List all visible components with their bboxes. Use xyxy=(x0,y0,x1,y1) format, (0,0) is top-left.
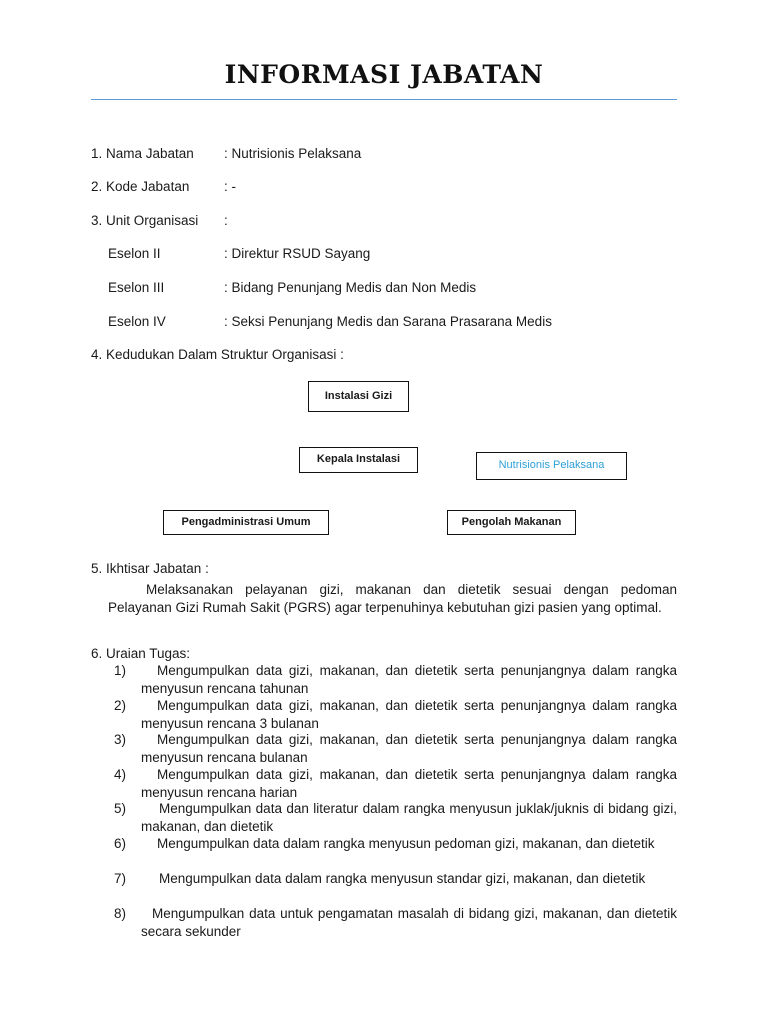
field-label-eselon-2: Eselon II xyxy=(108,246,161,261)
field-label-eselon-4: Eselon IV xyxy=(108,314,166,329)
org-box-pengadministrasi-umum xyxy=(163,510,329,535)
task-number: 1) xyxy=(114,663,127,678)
task-item: Mengumpulkan data gizi, makanan, dan dietetik serta penunjangnya dalam rangka menyusun rencana bulanan xyxy=(141,732,677,765)
title-divider xyxy=(91,99,677,100)
field-label-eselon-3: Eselon III xyxy=(108,280,165,295)
task-item: Mengumpulkan data dalam rangka menyusun standar gizi, makanan, dan dietetik xyxy=(159,871,646,886)
org-box-kepala-instalasi-label: Kepala Instalasi xyxy=(316,453,401,465)
task-number: 8) xyxy=(114,906,127,921)
task-item: Mengumpulkan data gizi, makanan, dan dietetik serta penunjangnya dalam rangka menyusun rencana 3 bulanan xyxy=(141,698,677,731)
uraian-heading: 6. Uraian Tugas: xyxy=(91,646,191,661)
task-number: 3) xyxy=(114,732,127,747)
org-box-instalasi-gizi-label: Instalasi Gizi xyxy=(324,389,393,402)
ikhtisar-heading: 5. Ikhtisar Jabatan : xyxy=(91,561,209,576)
task-item: Mengumpulkan data dan literatur dalam rangka menyusun juklak/juknis di bidang gizi, makanan, dan dietetik xyxy=(141,801,677,834)
task-number: 4) xyxy=(114,767,127,782)
field-label-kode-jabatan: 2. Kode Jabatan xyxy=(91,179,190,194)
page-title: INFORMASI JABATAN xyxy=(224,60,544,89)
field-label-nama-jabatan: 1. Nama Jabatan xyxy=(91,146,194,161)
field-label-unit-organisasi: 3. Unit Organisasi xyxy=(91,213,199,228)
task-number: 5) xyxy=(114,801,127,816)
field-value-unit-organisasi: : xyxy=(224,213,228,228)
org-box-pengadministrasi-umum-label: Pengadministrasi Umum xyxy=(181,515,311,528)
field-value-kode-jabatan: : - xyxy=(224,179,236,194)
task-item: Mengumpulkan data untuk pengamatan masalah di bidang gizi, makanan, dan dietetik secara sekunder xyxy=(141,906,677,939)
org-box-instalasi-gizi xyxy=(308,381,409,412)
field-value-eselon-2: : Direktur RSUD Sayang xyxy=(224,246,371,261)
field-value-eselon-3: : Bidang Penunjang Medis dan Non Medis xyxy=(224,280,477,295)
org-box-nutrisionis-pelaksana-label: Nutrisionis Pelaksana xyxy=(498,459,605,471)
field-value-nama-jabatan: : Nutrisionis Pelaksana xyxy=(224,146,362,161)
task-number: 7) xyxy=(114,871,127,886)
org-box-kepala-instalasi xyxy=(299,447,418,473)
task-item: Mengumpulkan data dalam rangka menyusun pedoman gizi, makanan, dan dietetik xyxy=(157,836,655,851)
org-box-pengolah-makanan-label: Pengolah Makanan xyxy=(461,515,562,528)
kedudukan-heading: 4. Kedudukan Dalam Struktur Organisasi : xyxy=(91,347,344,362)
task-number: 6) xyxy=(114,836,127,851)
ikhtisar-paragraph: Melaksanakan pelayanan gizi, makanan dan dietetik sesuai dengan pedoman Pelayanan Gizi Rumah Sakit (PGRS) agar terpenuhinya kebutuhan gizi pasien yang optimal. xyxy=(108,582,677,615)
org-box-nutrisionis-pelaksana xyxy=(476,452,627,480)
field-value-eselon-4: : Seksi Penunjang Medis dan Sarana Prasarana Medis xyxy=(224,314,552,329)
task-item: Mengumpulkan data gizi, makanan, dan dietetik serta penunjangnya dalam rangka menyusun rencana harian xyxy=(141,767,677,800)
org-box-pengolah-makanan xyxy=(447,510,576,535)
task-number: 2) xyxy=(114,698,127,713)
task-item: Mengumpulkan data gizi, makanan, dan dietetik serta penunjangnya dalam rangka menyusun rencana tahunan xyxy=(141,663,677,696)
